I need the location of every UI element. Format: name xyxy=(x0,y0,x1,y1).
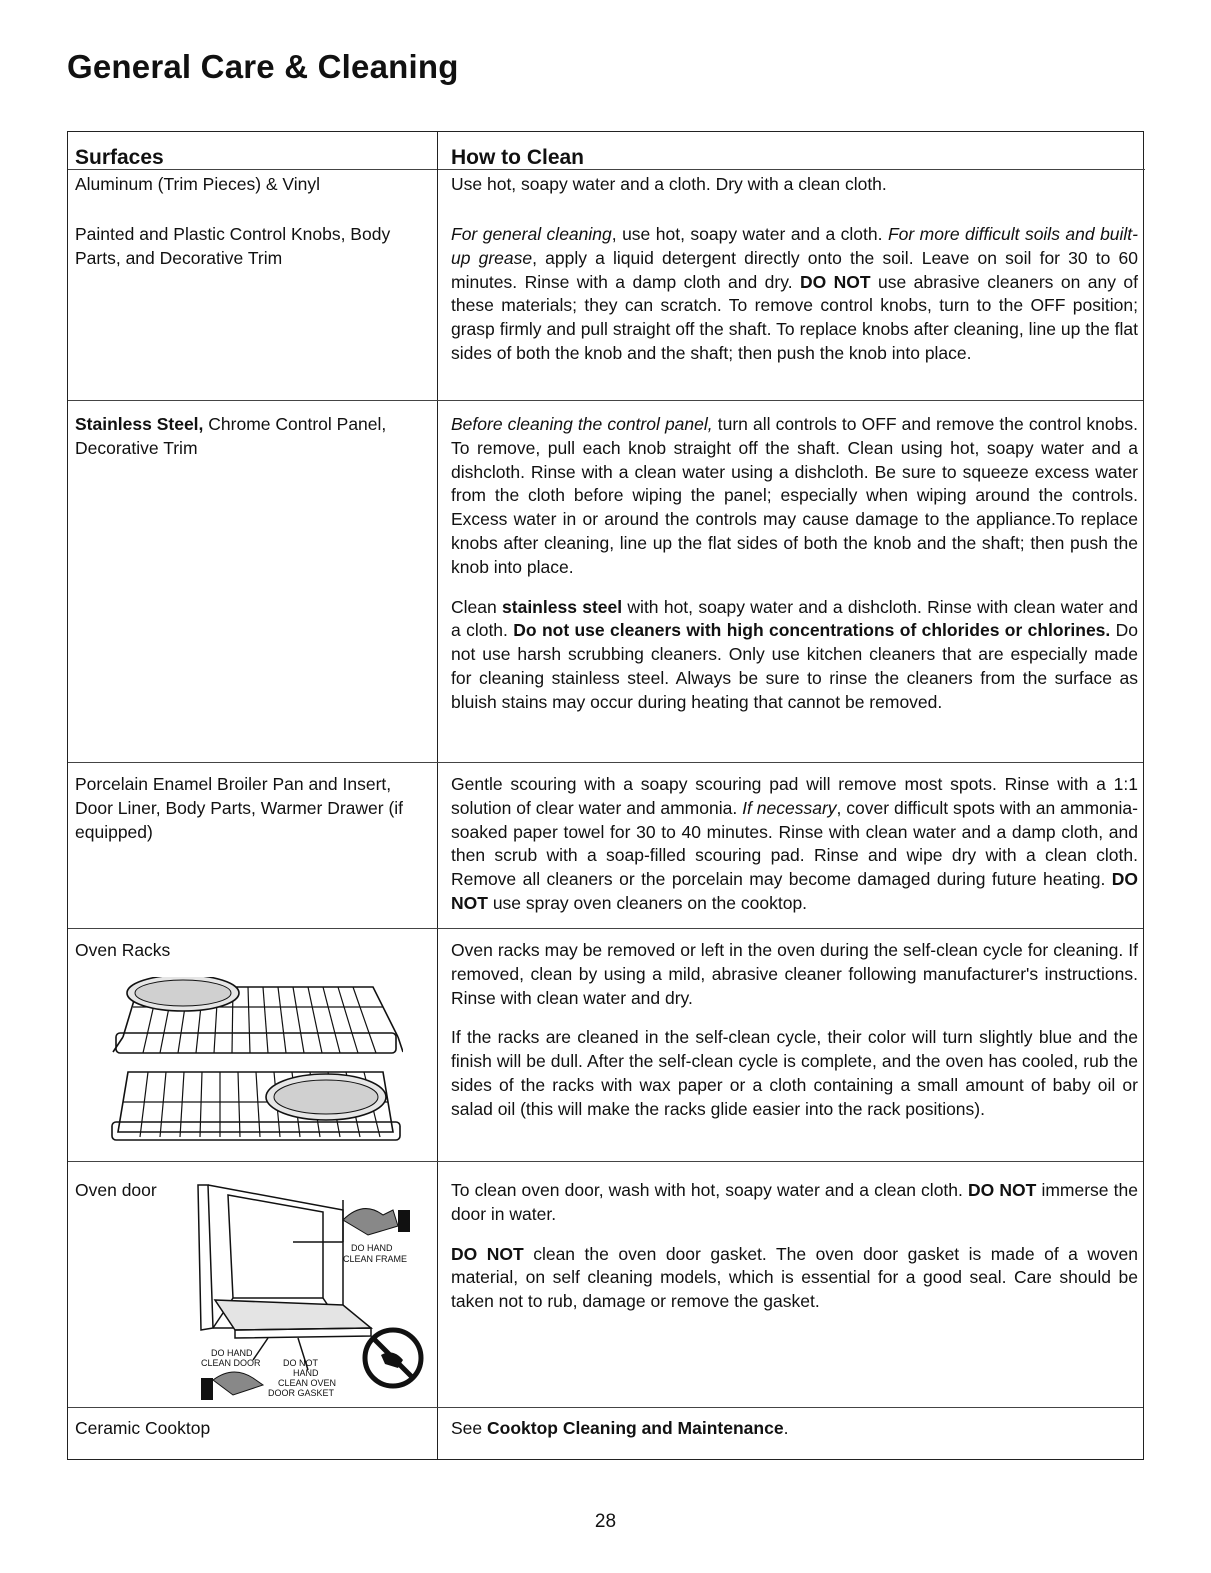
label-door-line2: CLEAN DOOR xyxy=(201,1358,261,1368)
warning-text: DO NOT xyxy=(799,271,871,292)
table-row-aluminum xyxy=(68,170,1143,214)
surface-label: Oven door xyxy=(75,1180,157,1200)
paragraph: To clean oven door, wash with hot, soapy water and a clean cloth. DO NOT immerse the door in water. xyxy=(451,1180,1138,1224)
table-row-stainless-steel xyxy=(68,400,1143,762)
surface-label: Aluminum (Trim Pieces) & Vinyl xyxy=(75,174,321,194)
emphasis: For more difficult soils and built-up grease xyxy=(451,224,1138,268)
cleaning-instructions xyxy=(451,413,1138,731)
surface-label: Stainless Steel, Chrome Control Panel, Decorative Trim xyxy=(75,414,387,458)
table-header-row xyxy=(68,132,1143,170)
oven-racks-illustration xyxy=(98,977,403,1147)
surface-label: Painted and Plastic Control Knobs, Body Parts, and Decorative Trim xyxy=(75,224,391,268)
label-gasket-line3: CLEAN OVEN xyxy=(278,1378,337,1388)
header-how-to-clean: How to Clean xyxy=(451,146,585,169)
paragraph: If the racks are cleaned in the self-clean cycle, their color will turn slightly blue and the finish will be dull. After the self-clean cycle is complete, and the oven has cooled, rub the sides of the racks with wax paper or a cloth containing a small amount of baby oil or salad oil (this will make the racks glide easier into the rack positions). xyxy=(451,1027,1138,1119)
paragraph: Clean stainless steel with hot, soapy water and a dishcloth. Rinse with clean water and a cloth. Do not use cleaners with high concentrations of chlorides or chlorines. Do not use harsh scrubbing cleaners. Only use kitchen cleaners that are especially made for cleaning stainless steel. Always be sure to rinse the cleaners from the surface as bluish stains may occur during heating that cannot be removed. xyxy=(451,596,1139,712)
cleaning-instructions: Use hot, soapy water and a cloth. Dry with a clean cloth. xyxy=(451,174,887,194)
table-row-oven-door xyxy=(68,1161,1143,1407)
table-row-porcelain-enamel xyxy=(68,762,1143,928)
table-row-ceramic-cooktop xyxy=(68,1407,1143,1461)
page-number: 28 xyxy=(594,1511,617,1532)
cleaning-instructions: Gentle scouring with a soapy scouring pad will remove most spots. Rinse with a 1:1 solution of clear water and ammonia. If necessary, cover difficult spots with an ammonia-soaked paper towel for 30 to 40 minutes. Rinse with clean water and a damp cloth, and then scrub with a soap-filled scouring pad. Rinse and wipe dry with a clean cloth. Remove all cleaners or the porcelain may become damaged during future heating. DO NOT use spray oven cleaners on the cooktop. xyxy=(451,774,1138,913)
label-frame-line2: CLEAN FRAME xyxy=(343,1254,408,1264)
cleaning-instructions xyxy=(451,939,1138,1138)
table-row-painted-plastic xyxy=(68,214,1143,400)
label-gasket-line2: HAND xyxy=(293,1368,319,1378)
paragraph: Before cleaning the control panel, turn all controls to OFF and remove the control knobs. To remove, pull each knob straight off the shaft. Clean using hot, soapy water and a dishcloth. Rinse with a clean water using a dishcloth. Be sure to squeeze excess water from the cloth before wiping the panel; especially when wiping around the controls. Excess water in or around the controls may cause damage to the appliance.To replace knobs after cleaning, line up the flat sides of both the knob and the shaft; then push the knob into place. xyxy=(451,414,1138,577)
cross-reference: Cooktop Cleaning and Maintenance xyxy=(487,1418,784,1438)
cleaning-instructions xyxy=(451,1179,1138,1330)
header-surfaces: Surfaces xyxy=(75,146,164,169)
page-title: General Care & Cleaning xyxy=(67,48,459,85)
cleaning-instructions: See Cooktop Cleaning and Maintenance. xyxy=(451,1418,789,1438)
surface-label: Ceramic Cooktop xyxy=(75,1418,211,1438)
care-cleaning-table xyxy=(67,131,1144,1460)
label-frame-line1: DO HAND xyxy=(351,1243,393,1253)
oven-door-illustration xyxy=(193,1180,428,1402)
label-door-line1: DO HAND xyxy=(211,1348,253,1358)
paragraph: DO NOT clean the oven door gasket. The oven door gasket is made of a woven material, on self cleaning models, which is essential for a good seal. Care should be taken not to rub, damage or remove the gasket. xyxy=(451,1243,1138,1312)
surface-label: Oven Racks xyxy=(75,940,171,960)
table-row-oven-racks xyxy=(68,928,1143,1161)
paragraph: Oven racks may be removed or left in the oven during the self-clean cycle for cleaning. If removed, clean by using a mild, abrasive cleaner following manufacturer's instructions. Rinse with clean water and dry. xyxy=(451,940,1138,1008)
emphasis: For general cleaning xyxy=(451,224,612,244)
cleaning-instructions: For general cleaning, use hot, soapy water and a cloth. For more difficult soils and built-up grease, apply a liquid detergent directly onto the soil. Leave on soil for 30 to 60 minutes. Rinse with a damp cloth and dry. DO NOT use abrasive cleaners on any of these materials; they can scratch. To remove control knobs, turn to the OFF position; grasp firmly and pull straight off the shaft. To replace knobs after cleaning, line up the flat sides of both the knob and the shaft; then push the knob into place. xyxy=(451,224,1138,363)
label-gasket-line1: DO NOT xyxy=(283,1358,318,1368)
label-gasket-line4: DOOR GASKET xyxy=(268,1388,335,1398)
surface-label: Porcelain Enamel Broiler Pan and Insert, Door Liner, Body Parts, Warmer Drawer (if equipped) xyxy=(75,774,404,842)
